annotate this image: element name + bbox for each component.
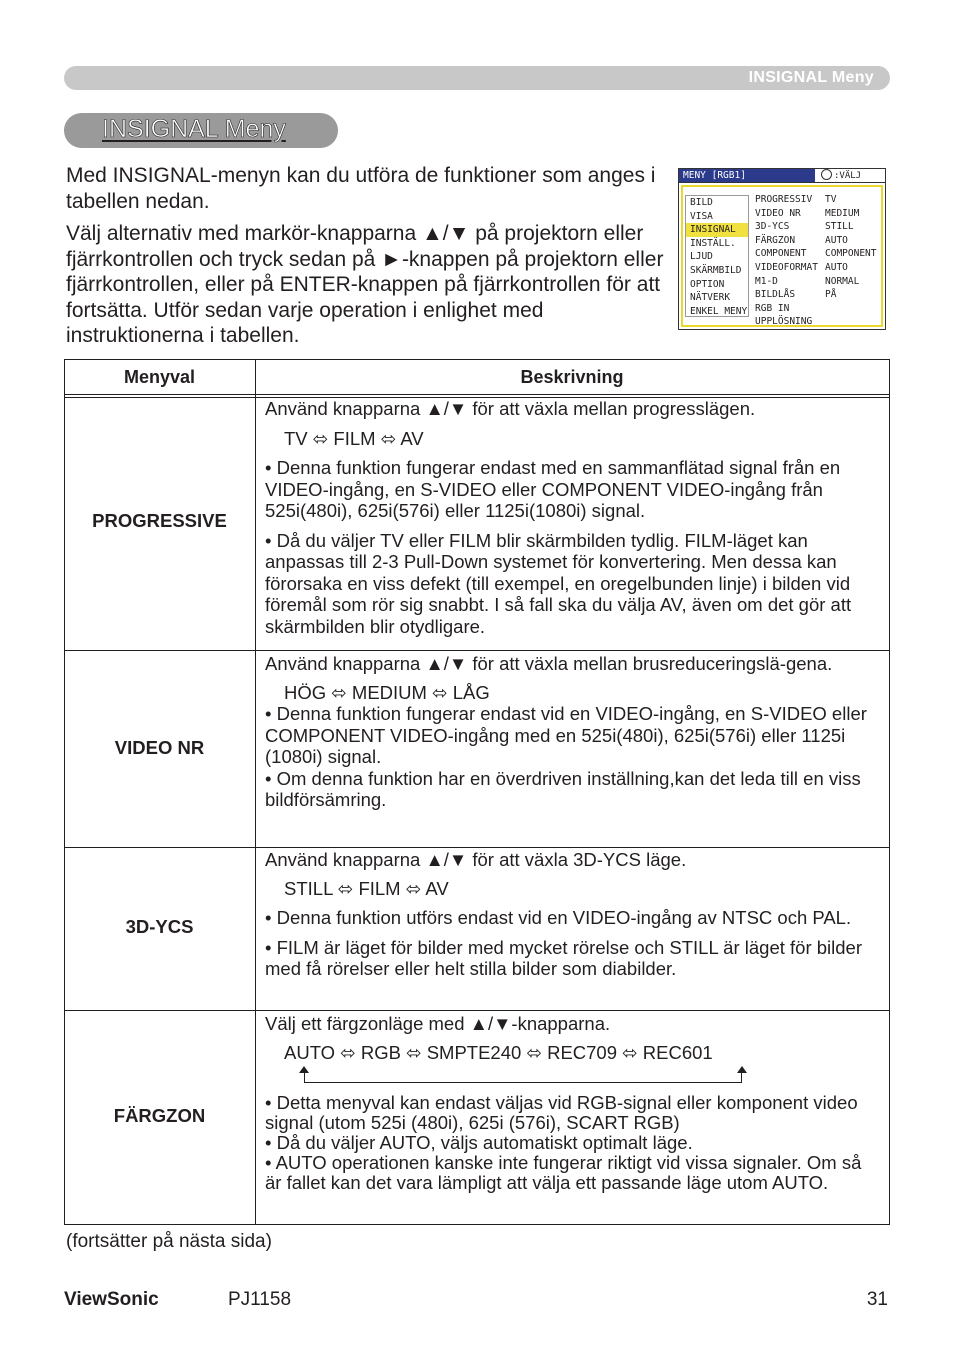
osd-menu-item: LJUD bbox=[690, 251, 713, 263]
desc-cycle: AUTO ⬄ RGB ⬄ SMPTE240 ⬄ REC709 ⬄ REC601 bbox=[284, 1041, 713, 1063]
desc-bullet: • Om denna funktion har en överdriven inställning,kan det leda till en viss bildförsämring. bbox=[265, 767, 861, 810]
desc-bullet: • Denna funktion fungerar endast vid en VIDEO-ingång, en S-VIDEO eller COMPONENT VIDEO-ingång med en 525i(480i), 625i(576i) eller 1125i (1080i) signal. bbox=[265, 703, 867, 767]
cycle-return-arrow bbox=[265, 1063, 881, 1093]
desc-bullet: • AUTO operationen kanske inte fungerar riktigt vid vissa signaler. Om så är fallet kan det vara lämpligt att välja ett passande läge utom AUTO. bbox=[265, 1152, 862, 1193]
table-header-menyval: Menyval bbox=[123, 367, 196, 387]
row-desc-3d-ycs bbox=[265, 849, 881, 980]
osd-menu-item-selected: INSIGNAL bbox=[686, 223, 748, 237]
desc-cycle: STILL ⬄ FILM ⬄ AV bbox=[284, 877, 449, 899]
row-desc-progressive bbox=[265, 398, 881, 637]
row-desc-video-nr bbox=[265, 653, 881, 811]
osd-settings-list bbox=[755, 193, 818, 329]
osd-menu-item: VISA bbox=[690, 210, 713, 222]
table-border-left bbox=[64, 360, 65, 1225]
desc-cycle: HÖG ⬄ MEDIUM ⬄ LÅG bbox=[284, 681, 490, 703]
desc-bullet: • Denna funktion utförs endast vid en VIDEO-ingång av NTSC och PAL. bbox=[265, 907, 852, 928]
row-name-progressive: PROGRESSIVE bbox=[92, 510, 227, 531]
osd-menu-item: NÄTVERK bbox=[690, 292, 731, 304]
osd-select-hint bbox=[817, 169, 885, 182]
intro-paragraph-1: Med INSIGNAL-menyn kan du utföra de funktioner som anges i tabellen nedan. bbox=[66, 164, 656, 213]
osd-setting: VIDEO NR bbox=[755, 207, 801, 219]
row-desc-fargzon bbox=[265, 1013, 881, 1193]
table-border-right bbox=[889, 360, 890, 1225]
menu-table bbox=[64, 359, 890, 1224]
intro-text bbox=[66, 163, 666, 356]
table-header-divider bbox=[64, 394, 890, 395]
section-title: INSIGNAL Meny bbox=[102, 115, 286, 143]
osd-setting: BILDLÅS bbox=[755, 289, 796, 301]
osd-body bbox=[681, 185, 883, 327]
osd-menu-item: ENKEL MENY bbox=[690, 305, 748, 317]
osd-setting: FÄRGZON bbox=[755, 234, 796, 246]
osd-value: NORMAL bbox=[825, 275, 860, 287]
row-name-fargzon: FÄRGZON bbox=[113, 1105, 206, 1126]
table-column-divider bbox=[255, 360, 256, 1225]
desc-bullet: • Då du väljer AUTO, väljs automatiskt optimalt läge. bbox=[265, 1132, 693, 1153]
osd-menu-item: INSTÄLL. bbox=[690, 237, 736, 249]
osd-value: AUTO bbox=[825, 261, 848, 273]
osd-menu-list bbox=[685, 195, 749, 317]
row-name-3d-ycs: 3D-YCS bbox=[125, 916, 194, 937]
footer-model: PJ1158 bbox=[228, 1289, 292, 1310]
table-row-divider bbox=[64, 1010, 890, 1011]
osd-setting: UPPLÖSNING bbox=[755, 316, 813, 328]
intro-paragraph-2: Välj alternativ med markör-knapparna ▲/▼ på projektorn eller fjärrkontrollen och tryck sedan på ►-knappen på projektorn eller fjärrkontrollen, eller på ENTER-knappen på fjärrkontrollen för att fortsätta. Utför sedan varje operation i enlighet med instruktionerna i tabellen. bbox=[66, 222, 664, 347]
osd-value: AUTO bbox=[825, 234, 848, 246]
osd-menu-tag: MENY [RGB1] bbox=[679, 169, 815, 182]
desc-bullet: • Då du väljer TV eller FILM blir skärmbilden tydlig. FILM-läget kan anpassas till 2-3 Pull-Down systemet för konvertering. Men dessa kan förorsaka en viss defekt (till exempel, en oregelbunden linje) i bilden vid föremål som rör sig snabbt. I så fall ska du välja AV, även om det gör att skärmbilden blir otydligare. bbox=[265, 529, 852, 637]
footer-brand: ViewSonic bbox=[64, 1289, 159, 1310]
desc-cycle: TV ⬄ FILM ⬄ AV bbox=[284, 427, 424, 449]
desc-bullet: • FILM är läget för bilder med mycket rörelse och STILL är läget för bilder med få rörelser eller helt stilla bilder som diabilder. bbox=[265, 936, 863, 979]
osd-value: STILL bbox=[825, 221, 854, 233]
osd-setting: VIDEOFORMAT bbox=[755, 261, 818, 273]
osd-menu-illustration bbox=[678, 168, 886, 330]
osd-value: PÅ bbox=[825, 289, 837, 301]
running-header-title: INSIGNAL Meny bbox=[748, 69, 874, 86]
table-header-beskrivning: Beskrivning bbox=[520, 367, 624, 387]
desc-bullet: • Denna funktion fungerar endast med en sammanflätad signal från en VIDEO-ingång, en S-VIDEO eller COMPONENT VIDEO-ingång från 525i(480i), 625i(576i) eller 1125i(1080i) signal. bbox=[265, 457, 841, 521]
osd-value: COMPONENT bbox=[825, 248, 877, 260]
osd-menu-item: OPTION bbox=[690, 278, 725, 290]
table-row-divider bbox=[64, 847, 890, 848]
osd-values-list bbox=[825, 193, 876, 302]
desc-line: Använd knapparna ▲/▼ för att växla mellan progresslägen. bbox=[265, 398, 756, 419]
joystick-icon bbox=[821, 169, 832, 180]
osd-value: MEDIUM bbox=[825, 207, 860, 219]
desc-line: Använd knapparna ▲/▼ för att växla mellan brusreduceringslä-gena. bbox=[265, 653, 833, 674]
continued-note: (fortsätter på nästa sida) bbox=[66, 1231, 272, 1252]
page-number: 31 bbox=[866, 1289, 888, 1310]
desc-line: Använd knapparna ▲/▼ för att växla 3D-YCS läge. bbox=[265, 849, 687, 870]
osd-setting: COMPONENT bbox=[755, 248, 807, 260]
osd-value: TV bbox=[825, 194, 837, 205]
desc-bullet: • Detta menyval kan endast väljas vid RGB-signal eller komponent video signal (utom 525i (480i), 625i (576i), SCART RGB) bbox=[265, 1092, 858, 1133]
running-header-bar bbox=[64, 66, 890, 90]
section-title-pill bbox=[64, 113, 338, 148]
table-border-bottom bbox=[64, 1224, 890, 1225]
osd-setting: PROGRESSIV bbox=[755, 194, 813, 205]
table-row-divider bbox=[64, 650, 890, 651]
osd-menu-item: SKÄRMBILD bbox=[690, 264, 742, 276]
osd-top-bar bbox=[679, 169, 885, 183]
osd-setting: RGB IN bbox=[755, 302, 790, 314]
desc-line: Välj ett färgzonläge med ▲/▼-knapparna. bbox=[265, 1013, 611, 1034]
row-name-video-nr: VIDEO NR bbox=[114, 737, 205, 758]
return-arrow-icon bbox=[304, 1072, 742, 1083]
osd-select-label: :VÄLJ bbox=[834, 171, 862, 181]
osd-setting: M1-D bbox=[755, 275, 778, 287]
osd-menu-item: BILD bbox=[690, 197, 713, 208]
osd-setting: 3D-YCS bbox=[755, 221, 790, 233]
